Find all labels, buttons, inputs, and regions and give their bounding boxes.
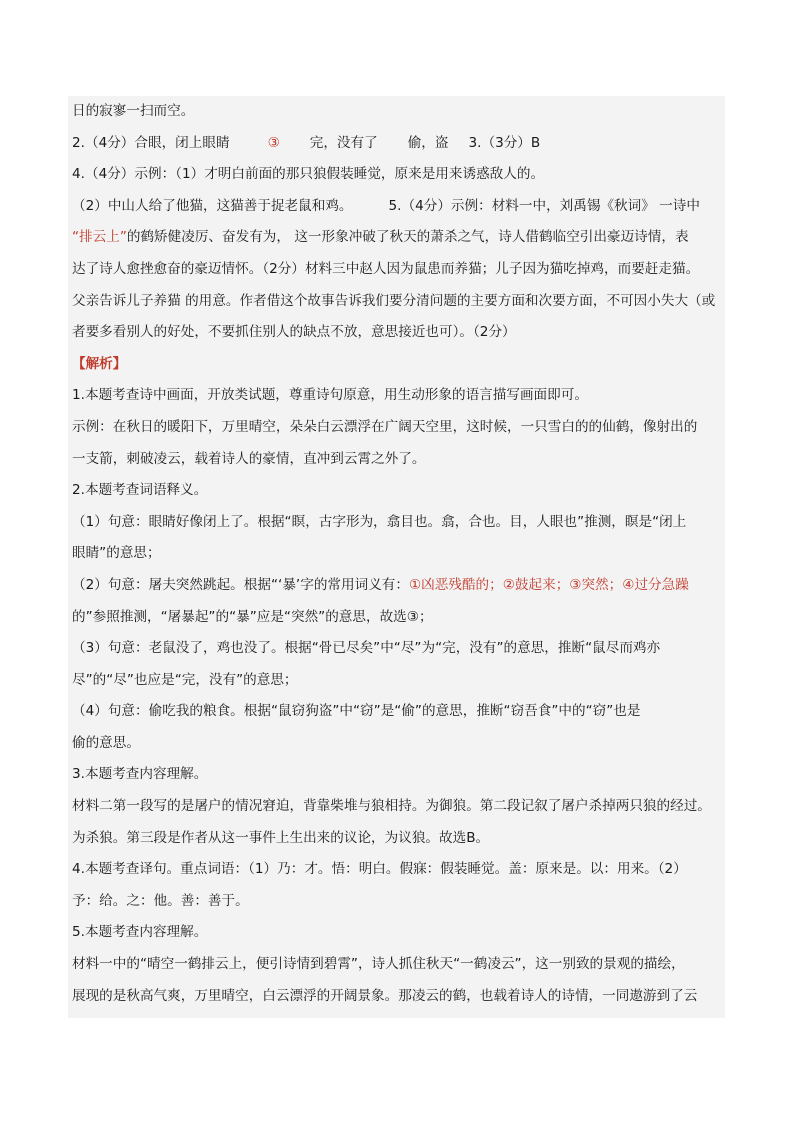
- text-segment: 3.本题考查内容理解。: [72, 766, 208, 783]
- text-segment: 父亲告诉儿子养猫 的用意。作者借这个故事告诉我们要分清问题的主要方面和次要方面，不可因小失大（或: [72, 292, 716, 309]
- text-line: [72, 254, 721, 286]
- text-segment: 1.本题考查诗中画面，开放类试题，尊重诗句原意，用生动形象的语言描写画面即可。: [72, 387, 588, 404]
- text-segment: 日的寂寥一扫而空。: [72, 103, 195, 119]
- answer-2-part1: 2.（4分）合眼，闭上眼睛: [72, 134, 230, 151]
- text-segment: 2.本题考查词语释义。: [72, 482, 208, 499]
- text-line: [72, 191, 721, 223]
- text-segment: 偷的意思。: [72, 734, 140, 751]
- text-segment: 示例：在秋日的暖阳下，万里晴空，朵朵白云漂浮在广阔天空里，这时候，一只雪白的的仙鹤，像射出的: [72, 418, 698, 435]
- text-line: [72, 791, 721, 823]
- text-line: [72, 96, 721, 128]
- text-segment: 予：给。之：他。善：善于。: [72, 892, 249, 909]
- text-line: [72, 823, 721, 855]
- text-segment: 展现的是秋高气爽，万里晴空，白云漂浮的开阔景象。那凌云的鹤，也载着诗人的诗情，一同遨游到了云: [72, 987, 698, 1004]
- answer-4-part2: （2）中山人给了他猫，这猫善于捉老鼠和鸡。: [72, 197, 353, 214]
- text-line: [72, 696, 721, 728]
- text-segment: （3）句意：老鼠没了，鸡也没了。根据“骨已尽矣”中“尽”为“完，没有”的意思，推断“鼠尽而鸡亦: [72, 640, 661, 657]
- text-line: [72, 380, 721, 412]
- analysis-heading: 【解析】: [72, 355, 127, 372]
- answer-sheet-page: [68, 96, 725, 1018]
- text-line: [72, 412, 721, 444]
- text-segment: 的鹤矫健凌厉、奋发有为， 这一形象冲破了秋天的萧杀之气，诗人借鹤临空引出豪迈诗情，表: [126, 229, 689, 246]
- text-segment: （2）句意：屠夫突然跳起。根据“‘暴’字的常用词义有：: [72, 576, 409, 593]
- text-line: [72, 444, 721, 476]
- text-line: [72, 349, 721, 381]
- answer-2-part4: 偷，盗: [407, 134, 449, 151]
- answer-4: 4.（4分）示例：（1）才明白前面的那只狼假装睡觉，原来是用来诱惑敌人的。: [72, 166, 545, 183]
- answer-3: 3.（3分）B: [468, 134, 541, 151]
- text-line: [72, 538, 721, 570]
- quoted-phrase: “排云上”: [72, 229, 127, 246]
- meanings-list: ①凶恶残酷的；②鼓起来；③突然；④过分急躁: [409, 576, 689, 593]
- text-segment: 为杀狼。第三段是作者从这一事件上生出来的议论，为议狼。故选B。: [72, 829, 490, 846]
- text-segment: 尽”的“尽”也应是“完，没有”的意思；: [72, 671, 298, 688]
- text-line: [72, 602, 721, 634]
- text-segment: 的”参照推测，“屠暴起”的“暴”应是“突然”的意思，故选③；: [72, 608, 433, 625]
- text-segment: 眼睛”的意思；: [72, 545, 161, 562]
- text-segment: 4.本题考查译句。重点词语：（1）乃：才。悟：明白。假寐：假装睡觉。盖：原来是。以：用来。（2）: [72, 861, 687, 878]
- text-segment: 者要多看别人的好处，不要抓住别人的缺点不放，意思接近也可）。（2分）: [72, 324, 516, 341]
- text-line: [72, 633, 721, 665]
- text-line: [72, 759, 721, 791]
- text-line: [72, 981, 721, 1013]
- text-line: [72, 854, 721, 886]
- text-line: [72, 728, 721, 760]
- text-segment: （1）句意：眼睛好像闭上了。根据“瞑，古字形为，翕目也。翕，合也。目，人眼也”推测，瞑是“闭上: [72, 513, 687, 530]
- answer-2-part3: 完，没有了: [309, 134, 378, 151]
- text-line: [72, 128, 721, 160]
- text-line: [72, 917, 721, 949]
- text-line: [72, 570, 721, 602]
- text-segment: 材料一中的“晴空一鹤排云上，便引诗情到碧霄”，诗人抓住秋天“一鹤凌云”，这一别致的景观的描绘，: [72, 956, 685, 973]
- text-line: [72, 475, 721, 507]
- text-line: [72, 286, 721, 318]
- text-segment: 5.本题考查内容理解。: [72, 924, 208, 941]
- text-line: [72, 317, 721, 349]
- text-line: [72, 222, 721, 254]
- answer-2-part2: ③: [267, 134, 280, 151]
- text-segment: 材料二第一段写的是屠户的情况窘迫，背靠柴堆与狼相持。为御狼。第二段记叙了屠户杀掉两只狼的经过。: [72, 798, 711, 815]
- text-segment: 一支箭，刺破凌云，载着诗人的豪情，直冲到云霄之外了。: [72, 450, 426, 467]
- text-line: [72, 665, 721, 697]
- text-segment: 达了诗人愈挫愈奋的豪迈情怀。（2分）材料三中赵人因为鼠患而养猫；儿子因为猫吃掉鸡，而要赶走猫。: [72, 260, 700, 277]
- answer-5: 5.（4分）示例：材料一中，刘禹锡《秋词》 一诗中: [388, 197, 700, 214]
- text-line: [72, 159, 721, 191]
- text-segment: （4）句意：偷吃我的粮食。根据“鼠窃狗盗”中“窃”是“偷”的意思，推断“窃吾食”中的“窃”也是: [72, 703, 641, 720]
- text-line: [72, 507, 721, 539]
- text-line: [72, 949, 721, 981]
- text-line: [72, 886, 721, 918]
